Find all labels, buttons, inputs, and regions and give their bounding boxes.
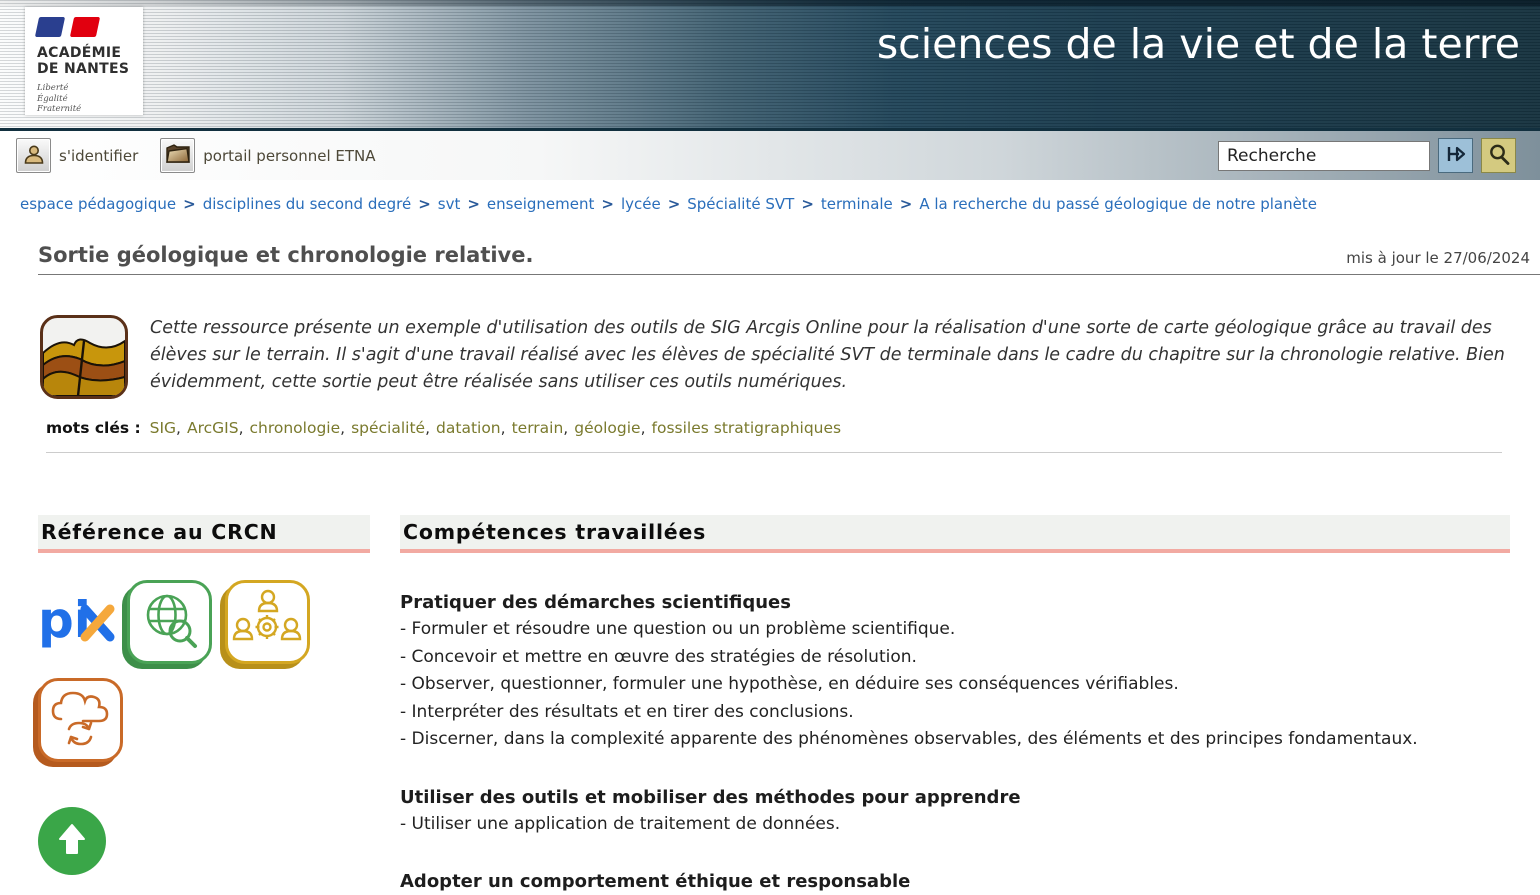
breadcrumb-item[interactable]: Spécialité SVT bbox=[687, 195, 795, 213]
logo-motto: Liberté Égalité Fraternité bbox=[37, 83, 82, 114]
breadcrumb-separator: > bbox=[801, 195, 814, 213]
competence-group-title: Pratiquer des démarches scientifiques bbox=[400, 592, 791, 613]
breadcrumb-item[interactable]: A la recherche du passé géologique de notre planète bbox=[919, 195, 1317, 213]
site-header bbox=[0, 0, 1540, 128]
competences-heading: Compétences travaillées bbox=[400, 515, 1510, 553]
breadcrumb-item[interactable]: lycée bbox=[620, 195, 661, 213]
crcn-badge-information-donnees[interactable] bbox=[127, 580, 212, 664]
identify-label[interactable]: s'identifier bbox=[59, 146, 139, 165]
keyword-separator: , bbox=[176, 419, 181, 437]
content-columns bbox=[0, 515, 1540, 895]
keyword-separator: , bbox=[238, 419, 244, 437]
breadcrumb-separator: > bbox=[467, 195, 480, 213]
keyword-separator: , bbox=[640, 419, 646, 437]
search-submit-button[interactable] bbox=[1481, 138, 1516, 173]
globe-magnifier-icon bbox=[130, 646, 209, 665]
svg-text:pi: pi bbox=[38, 591, 91, 649]
identify-button[interactable] bbox=[16, 138, 51, 173]
breadcrumb-item[interactable]: svt bbox=[437, 195, 461, 213]
page-title: Sortie géologique et chronologie relative. bbox=[38, 243, 534, 267]
login-search-bar bbox=[0, 128, 1540, 180]
crcn-column bbox=[38, 515, 370, 895]
site-title: sciences de la vie et de la terre bbox=[876, 20, 1520, 68]
competence-group-title: Utiliser des outils et mobiliser des méthodes pour apprendre bbox=[400, 786, 1021, 808]
keyword-link[interactable]: fossiles stratigraphiques bbox=[651, 419, 842, 437]
competence-group bbox=[400, 589, 1510, 754]
article-summary bbox=[40, 315, 1510, 403]
keyword-link[interactable]: terrain bbox=[511, 419, 564, 437]
breadcrumb-item[interactable]: espace pédagogique bbox=[20, 195, 177, 213]
enter-arrow-icon bbox=[1444, 142, 1468, 170]
logo-line2: DE NANTES bbox=[37, 61, 130, 77]
competences-column bbox=[400, 515, 1540, 895]
keyword-separator: , bbox=[340, 419, 346, 437]
keywords-line bbox=[46, 419, 1502, 453]
keyword-link[interactable]: géologie bbox=[574, 419, 641, 437]
crcn-badge-environnement-numerique[interactable] bbox=[38, 678, 123, 762]
competence-item: - Formuler et résoudre une question ou un problème scientifique. bbox=[400, 619, 956, 639]
breadcrumb-item[interactable]: disciplines du second degré bbox=[202, 195, 412, 213]
portal-button[interactable] bbox=[160, 138, 195, 173]
competence-item: - Concevoir et mettre en œuvre des stratégies de résolution. bbox=[400, 646, 917, 667]
updated-date: mis à jour le 27/06/2024 bbox=[1346, 249, 1530, 267]
academie-nantes-logo[interactable] bbox=[25, 7, 143, 115]
breadcrumb-separator: > bbox=[667, 195, 681, 213]
crcn-badge-communication-collaboration[interactable] bbox=[225, 580, 310, 664]
geology-thumbnail bbox=[40, 315, 128, 403]
keyword-link[interactable]: spécialité bbox=[351, 419, 426, 437]
breadcrumb-item[interactable]: terminale bbox=[820, 195, 893, 213]
keyword-separator: , bbox=[563, 419, 569, 437]
breadcrumb-separator: > bbox=[601, 195, 614, 213]
search-input[interactable] bbox=[1218, 141, 1430, 171]
cloud-sync-icon bbox=[41, 744, 120, 763]
keyword-link[interactable]: datation bbox=[436, 419, 501, 437]
breadcrumb bbox=[0, 180, 1540, 213]
competence-item: - Utiliser une application de traitement de données. bbox=[400, 813, 841, 834]
competence-group bbox=[400, 784, 1510, 839]
keyword-link[interactable]: SIG bbox=[149, 419, 177, 437]
french-flag-icon bbox=[37, 17, 135, 39]
keywords-label: mots clés : bbox=[46, 419, 141, 437]
keyword-link[interactable]: chronologie bbox=[249, 419, 341, 437]
breadcrumb-separator: > bbox=[899, 195, 913, 213]
article-title-row bbox=[38, 243, 1540, 275]
search-go-button[interactable] bbox=[1438, 138, 1473, 173]
competence-item: - Discerner, dans la complexité apparente des phénomènes observables, des éléments et des principes fondamentaux. bbox=[400, 729, 1418, 749]
user-icon bbox=[22, 142, 46, 170]
breadcrumb-separator: > bbox=[418, 195, 431, 213]
breadcrumb-item[interactable]: enseignement bbox=[486, 195, 595, 213]
summary-text: Cette ressource présente un exemple d'utilisation des outils de SIG Arcgis Online pour la réalisation d'une sorte de carte géologique grâce au travail des élèves sur le terrain. Il s'agit d'une travail réalisé avec les élèves de spécialité SVT de terminale dans le cadre du chapitre sur la chronologie relative. Bien évidemment, cette sortie peut être réalisée sans utiliser ces outils numériques. bbox=[150, 318, 1505, 392]
keyword-separator: , bbox=[500, 419, 506, 437]
competence-group-title: Adopter un comportement éthique et responsable bbox=[400, 871, 911, 892]
magnifier-icon bbox=[1487, 142, 1511, 170]
up-arrow-icon bbox=[50, 817, 94, 865]
pix-logo[interactable] bbox=[38, 591, 114, 653]
crcn-heading: Référence au CRCN bbox=[38, 515, 370, 553]
people-gear-icon bbox=[228, 646, 307, 665]
folder-icon bbox=[165, 142, 191, 170]
competence-item: - Interpréter des résultats et en tirer des conclusions. bbox=[400, 701, 854, 722]
back-to-top-button[interactable] bbox=[38, 807, 106, 875]
portal-label[interactable]: portail personnel ETNA bbox=[203, 146, 376, 165]
competence-item: - Observer, questionner, formuler une hypothèse, en déduire ses conséquences vérifiables. bbox=[400, 674, 1179, 694]
keyword-separator: , bbox=[425, 419, 431, 437]
keyword-link[interactable]: ArcGIS bbox=[186, 419, 239, 437]
breadcrumb-separator: > bbox=[183, 195, 196, 213]
competence-group bbox=[400, 868, 1510, 895]
logo-line1: ACADÉMIE bbox=[37, 45, 122, 61]
